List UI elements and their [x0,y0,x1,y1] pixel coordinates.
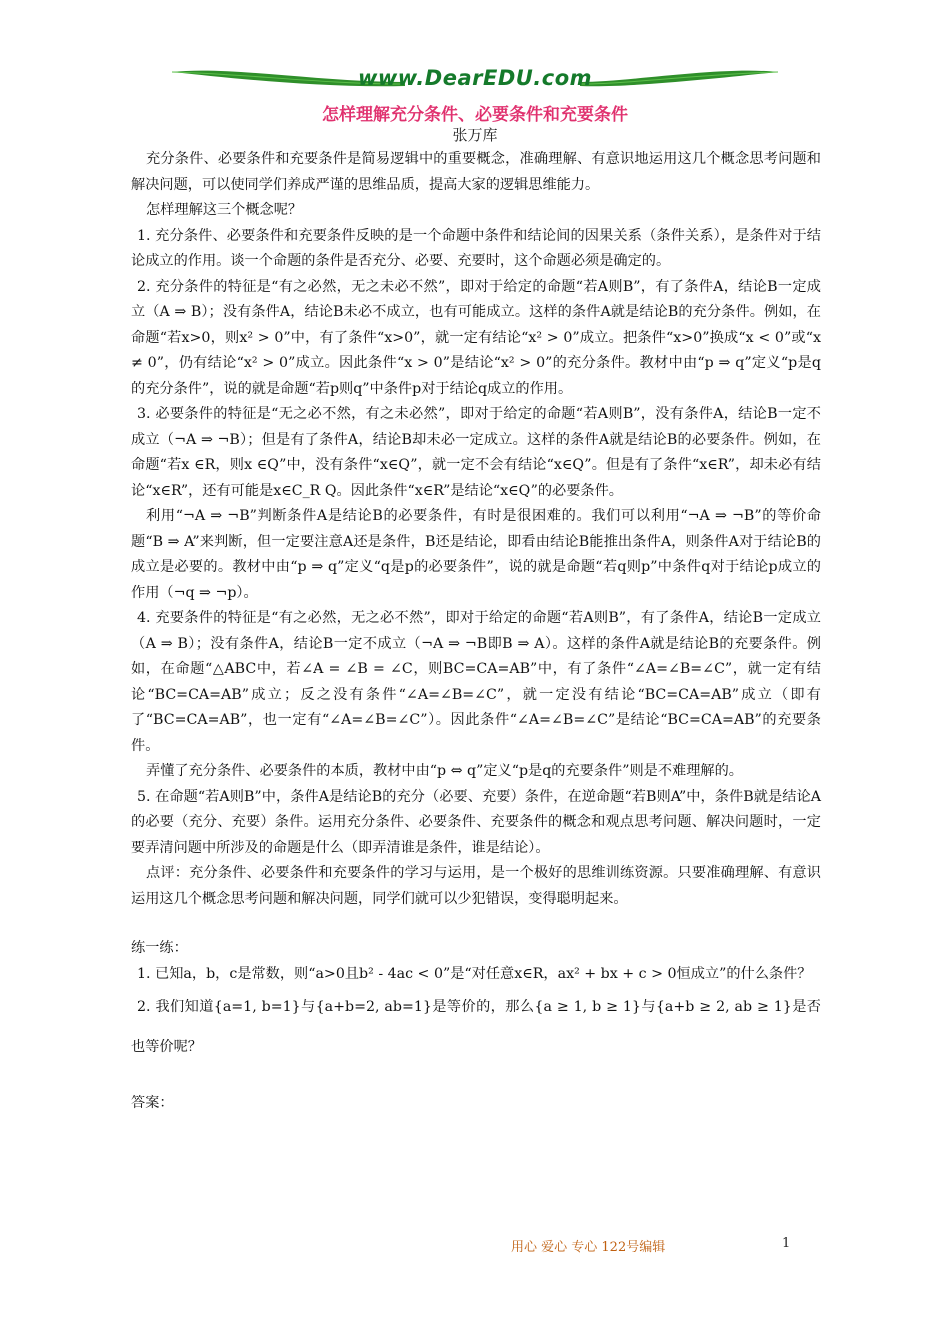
page-title: 怎样理解充分条件、必要条件和充要条件 [322,105,628,125]
point-4-followup-paragraph: 弄懂了充分条件、必要条件的本质，教材中由“p ⇔ q”定义“p是q的充要条件”则是不难理解的。 [146,763,743,779]
practice-question-2: 2. 我们知道{a=1, b=1}与{a+b=2, ab=1}是等价的，那么{a ≥ 1, b ≥ 1}与{a+b ≥ 2, ab ≥ 1}是否也等价呢？ [131,999,821,1055]
question-paragraph: 怎样理解这三个概念呢？ [146,202,303,218]
point-3-paragraph: 3. 必要条件的特征是“无之必不然，有之未必然”，即对于给定的命题“若A则B”，没有条件A，结论B一定不成立（¬A ⇒ ¬B）；但是有了条件A，结论B却未必一定成立。这样的条件A就是结论B的必要条件。例如，在命题“若x ∈R，则x ∈Q”中，没有条件“x∈Q”，就一定不会有结论“x∈Q”。但是有了条件“x∈R”，却未必有结论“x∈R”，还有可能是x∈C_R Q。因此条件“x∈R”是结论“x∈Q”的必要条件。 [131,406,821,499]
author: 张万库 [452,126,498,144]
site-banner [170,62,780,98]
comment-paragraph: 点评：充分条件、必要条件和充要条件的学习与运用，是一个极好的思维训练资源。只要准确理解、有意识运用这几个概念思考问题和解决问题，同学们就可以少犯错误，变得聪明起来。 [131,865,821,907]
point-3-followup-paragraph: 利用“¬A ⇒ ¬B”判断条件A是结论B的必要条件，有时是很困难的。我们可以利用“¬A ⇒ ¬B”的等价命题“B ⇒ A”来判断，但一定要注意A还是条件，B还是结论，即看由结论B能推出条件A，则条件A对于结论B的成立是必要的。教材中由“p ⇒ q”定义“q是p的必要条件”，说的就是命题“若q则p”中条件q对于结论p成立的作用（¬q ⇒ ¬p）。 [131,508,821,601]
page-number: 1 [782,1236,791,1251]
intro-paragraph: 充分条件、必要条件和充要条件是简易逻辑中的重要概念，准确理解、有意识地运用这几个概念思考问题和解决问题，可以使同学们养成严谨的思维品质，提高大家的逻辑思维能力。 [131,151,821,193]
site-name: www.DearEDU.com [357,66,593,90]
point-1-paragraph: 1. 充分条件、必要条件和充要条件反映的是一个命题中条件和结论间的因果关系（条件关系），是条件对于结论成立的作用。谈一个命题的条件是否充分、必要、充要时，这个命题必须是确定的。 [131,227,821,269]
article-body [131,147,821,1117]
footer-note: 用心 爱心 专心 122号编辑 [511,1240,666,1255]
point-5-paragraph: 5. 在命题“若A则B”中，条件A是结论B的充分（必要、充要）条件，在逆命题“若B则A”中，条件B就是结论A的必要（充分、充要）条件。运用充分条件、必要条件、充要条件的概念和观点思考问题、解决问题时，一定要弄清问题中所涉及的命题是什么（即弄清谁是条件，谁是结论）。 [131,788,821,856]
point-2-paragraph: 2. 充分条件的特征是“有之必然，无之未必不然”，即对于给定的命题“若A则B”，有了条件A，结论B一定成立（A ⇒ B）；没有条件A，结论B未必不成立，也有可能成立。这样的条件A就是结论B的充分条件。例如，在命题“若x>0，则x² > 0”中，有了条件“x>0”，就一定有结论“x² > 0”成立。把条件“x>0”换成“x < 0”或“x ≠ 0”，仍有结论“x² > 0”成立。因此条件“x > 0”是结论“x² > 0”的充分条件。教材中由“p ⇒ q”定义“p是q的充分条件”，说的就是命题“若p则q”中条件p对于结论q成立的作用。 [131,278,821,397]
practice-question-1: 1. 已知a，b，c是常数，则“a>0且b² - 4ac < 0”是“对任意x∈R，ax² + bx + c > 0恒成立”的什么条件？ [137,965,812,982]
answer-label: 答案： [131,1095,174,1111]
practice-heading: 练一练： [131,940,188,956]
point-4-paragraph: 4. 充要条件的特征是“有之必然，无之必不然”，即对于给定的命题“若A则B”，有了条件A，结论B一定成立（A ⇒ B）；没有条件A，结论B一定不成立（¬A ⇒ ¬B即B ⇒ A）。这样的条件A就是结论B的充要条件。例如，在命题“△ABC中，若∠A = ∠B = ∠C，则BC=CA=AB”中，有了条件“∠A=∠B=∠C”，就一定有结论“BC=CA=AB”成立；反之没有条件“∠A=∠B=∠C”，就一定没有结论“BC=CA=AB”成立（即有了“BC=CA=AB”，也一定有“∠A=∠B=∠C”）。因此条件“∠A=∠B=∠C”是结论“BC=CA=AB”的充要条件。 [131,610,821,754]
